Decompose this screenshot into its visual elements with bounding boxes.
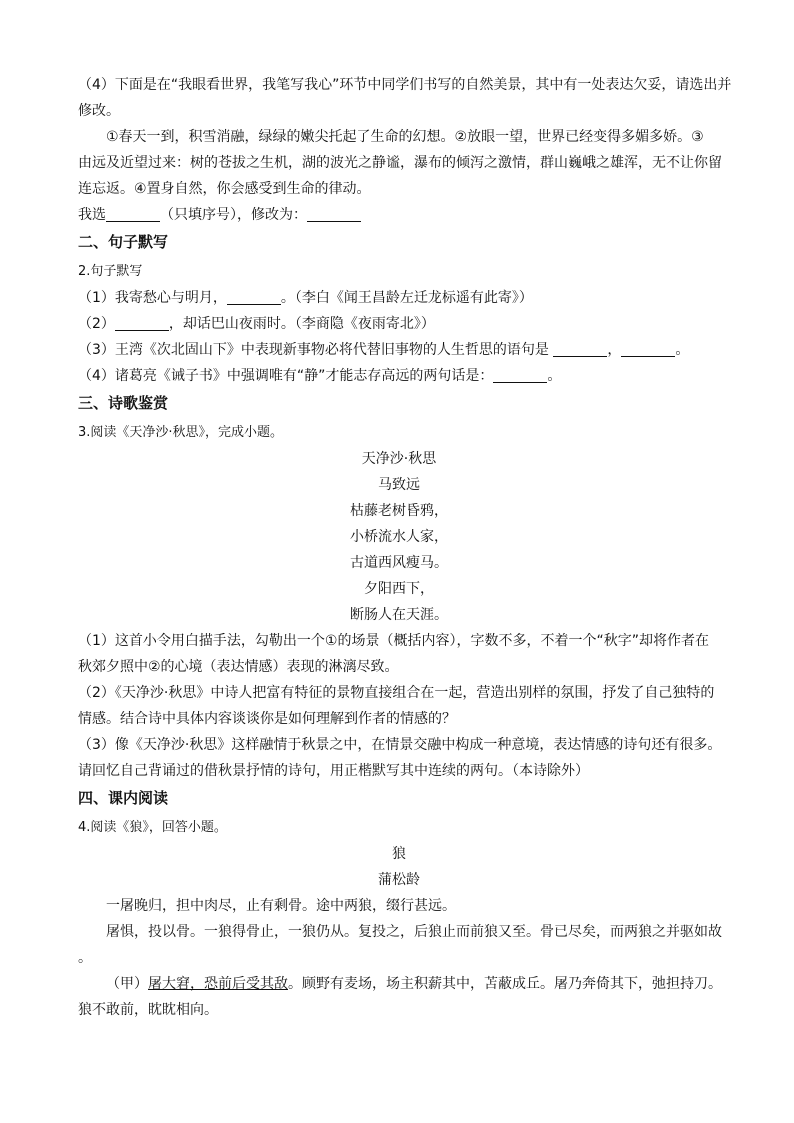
section3-question-line: （3）像《天净沙·秋思》这样融情于秋景之中，在情景交融中构成一种意境，表达情感的诗句还有很多。 (78, 737, 722, 753)
poem-title: 天净沙·秋思 (361, 451, 437, 467)
passage-para-jia (78, 971, 720, 997)
passage-author: 蒲松龄 (378, 872, 420, 888)
passage-para1: 一屠晚归，担中肉尽，止有剩骨。途中两狼，缀行甚远。 (106, 898, 456, 914)
para-jia-rest: 。顾野有麦场，场主积薪其中，苫蔽成丘。屠乃奔倚其下，弛担持刀。 (288, 976, 722, 992)
worksheet-page (78, 72, 732, 1023)
q1-para-line1: ①春天一到，积雪消融，绿绿的嫩尖托起了生命的幻想。②放眼一望，世界已经变得多媚多娇。③ (106, 129, 704, 145)
section3-question-line: 情感。结合诗中具体内容谈谈你是如何理解到作者的情感的？ (78, 711, 456, 727)
section3-question-line: 请回忆自己背诵过的借秋景抒情的诗句，用正楷默写其中连续的两句。（本诗除外） (78, 763, 589, 779)
section2-item4-period: 。 (547, 368, 562, 384)
q1-revision-blank[interactable] (307, 205, 361, 222)
section3-question-line: （2）《天净沙·秋思》中诗人把富有特征的景物直接组合在一起，营造出别样的氛围，抒发了自己独特的 (78, 685, 715, 701)
q1-answer-prefix: 我选 (78, 207, 106, 223)
poem-line: 枯藤老树昏鸦， (350, 503, 448, 519)
q1-answer-line (78, 202, 720, 228)
section2-item3-comma: ， (607, 342, 622, 358)
section2-item3-blank2[interactable] (621, 340, 675, 357)
section2-item1-text: （1）我寄愁心与明月， (78, 290, 227, 306)
section2-item4 (78, 363, 720, 389)
passage-para2: 屠惧，投以骨。一狼得骨止，一狼仍从。复投之，后狼止而前狼又至。骨已尽矣，而两狼之并驱如故 (106, 924, 722, 940)
section2-item3-text: （3）王湾《次北固山下》中表现新事物必将代替旧事物的人生哲思的语句是 (78, 342, 554, 358)
poem-author: 马致远 (378, 477, 420, 493)
section2-item3 (78, 337, 720, 363)
q1-line1: （4）下面是在“我眼看世界，我笔写我心”环节中同学们书写的自然美景，其中有一处表达欠妥，请选出并 (78, 77, 732, 93)
q1-para-line3: 连忘返。④置身自然，你会感受到生命的律动。 (78, 181, 371, 197)
passage-para-jia-line2: 狼不敢前，眈眈相向。 (78, 1002, 218, 1018)
section2-item1 (78, 285, 720, 311)
section2-item4-blank[interactable] (493, 366, 547, 383)
poem-line: 古道西风瘦马。 (350, 555, 448, 571)
section4-qtitle: 4.阅读《狼》，回答小题。 (78, 820, 227, 835)
q1-answer-mid: （只填序号），修改为： (160, 207, 307, 223)
q1-answer-blank[interactable] (106, 205, 160, 222)
poem-line: 夕阳西下， (364, 581, 434, 597)
poem-line: 小桥流水人家， (350, 529, 448, 545)
section3-question-line: （1）这首小令用白描手法，勾勒出一个①的场景（概括内容），字数不多，不着一个“秋字”却将作者在 (78, 633, 709, 649)
para-jia-label: （甲） (106, 976, 148, 992)
passage-title: 狼 (392, 846, 406, 862)
section2-item1-blank[interactable] (227, 288, 281, 305)
section2-item2-text: （2） (78, 316, 115, 332)
section4-heading: 四、课内阅读 (78, 789, 169, 807)
section3-qtitle: 3.阅读《天净沙·秋思》，完成小题。 (78, 425, 284, 440)
section2-item2-source: ，却话巴山夜雨时。（李商隐《夜雨寄北》） (168, 316, 435, 332)
poem-line: 断肠人在天涯。 (350, 607, 448, 623)
q1-line2: 修改。 (78, 103, 120, 119)
passage-para2-end: 。 (78, 950, 92, 966)
para-jia-underlined: 屠大窘，恐前后受其敌 (148, 976, 288, 992)
section2-heading: 二、句子默写 (78, 233, 169, 251)
section3-question-line: 秋郊夕照中②的心境（表达情感）表现的淋漓尽致。 (78, 659, 399, 675)
section2-qtitle: 2.句子默写 (78, 264, 143, 279)
section3-heading: 三、诗歌鉴赏 (78, 394, 169, 412)
section2-item1-source: 。（李白《闻王昌龄左迁龙标遥有此寄》） (280, 290, 533, 306)
q1-para-line2: 由远及近望过来：树的苍拔之生机，湖的波光之静谧，瀑布的倾泻之激情，群山巍峨之雄浑，无不让你留 (78, 155, 722, 171)
section2-item2 (78, 311, 720, 337)
section2-item2-blank[interactable] (115, 314, 169, 331)
section2-item4-text: （4）诸葛亮《诫子书》中强调唯有“静”才能志存高远的两句话是： (78, 368, 494, 384)
section2-item3-blank1[interactable] (553, 340, 607, 357)
section2-item3-period: 。 (675, 342, 690, 358)
